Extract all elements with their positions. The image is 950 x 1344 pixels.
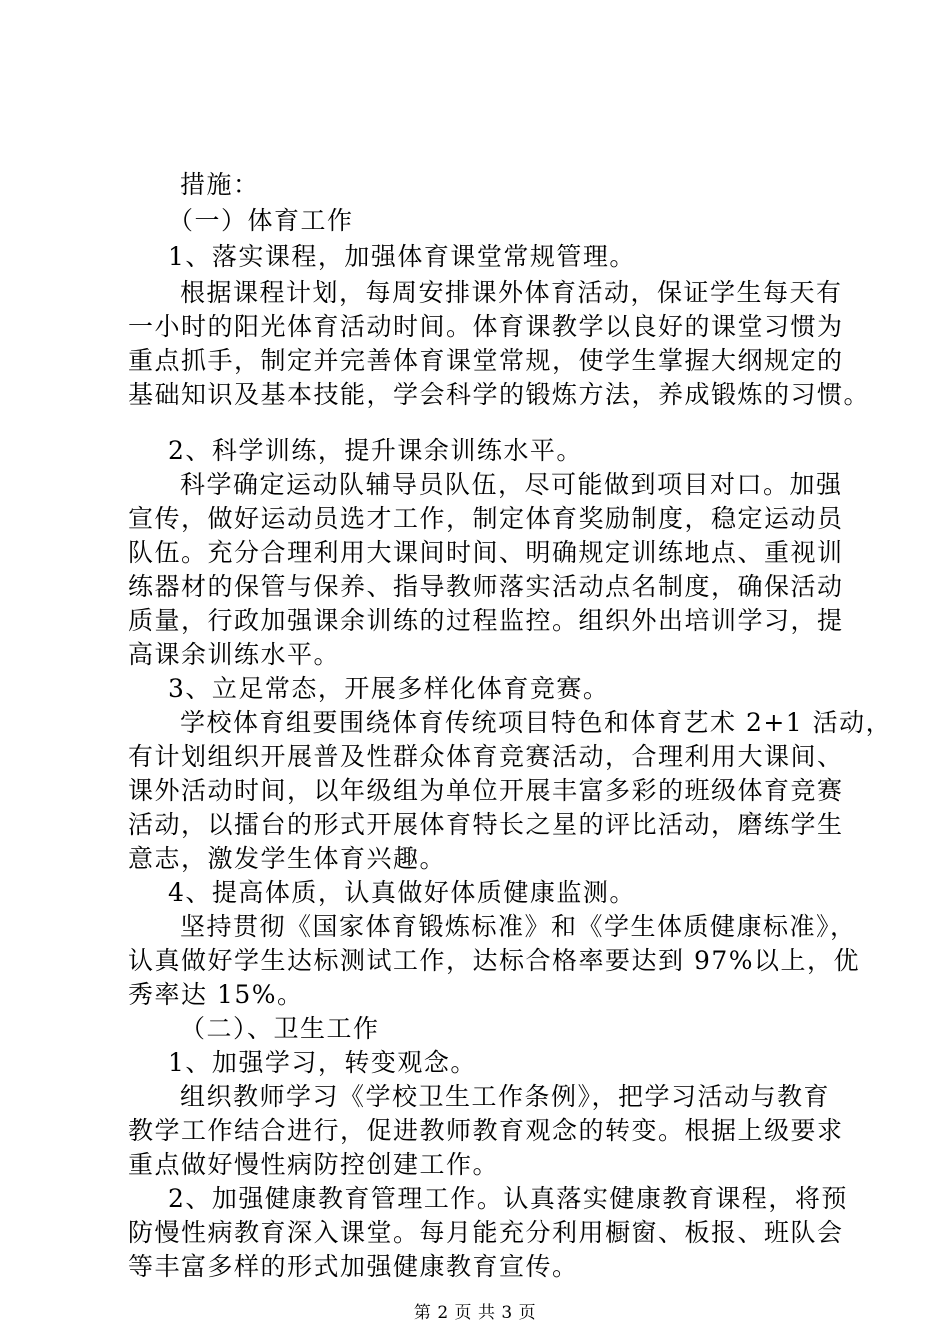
paragraph-line: 重点做好慢性病防控创建工作。	[128, 1150, 500, 1179]
paragraph-line: 队伍。充分合理利用大课间时间、明确规定训练地点、重视训	[128, 538, 844, 567]
paragraph-line: 防慢性病教育深入课堂。每月能充分利用橱窗、板报、班队会	[128, 1218, 844, 1247]
paragraph-line: 组织教师学习《学校卫生工作条例》，把学习活动与教育	[180, 1082, 831, 1111]
paragraph-line: 科学确定运动队辅导员队伍，尽可能做到项目对口。加强	[180, 470, 843, 499]
paragraph-line: 基础知识及基本技能，学会科学的锻炼方法，养成锻炼的习惯。	[128, 380, 871, 409]
paragraph-line: 认真做好学生达标测试工作，达标合格率要达到 97%以上，优	[128, 946, 861, 975]
paragraph-line: 高课余训练水平。	[128, 640, 341, 669]
paragraph-line: 意志，激发学生体育兴趣。	[128, 844, 447, 873]
paragraph-line: 秀率达 15%。	[128, 980, 304, 1009]
subsection-heading: 2、科学训练，提升课余训练水平。	[168, 436, 583, 465]
subsection-heading: 1、加强学习，转变观念。	[168, 1048, 477, 1077]
paragraph-line: 重点抓手，制定并完善体育课堂常规，使学生掌握大纲规定的	[128, 346, 844, 375]
paragraph-line: 有计划组织开展普及性群众体育竞赛活动，合理利用大课间、	[128, 742, 844, 771]
paragraph-line: 教学工作结合进行，促进教师教育观念的转变。根据上级要求	[128, 1116, 844, 1145]
paragraph-line: 质量，行政加强课余训练的过程监控。组织外出培训学习，提	[128, 606, 844, 635]
subsection-heading: 3、立足常态，开展多样化体育竞赛。	[168, 674, 610, 703]
paragraph-line: 活动，以擂台的形式开展体育特长之星的评比活动，磨练学生	[128, 810, 844, 839]
paragraph-line: 宣传，做好运动员选才工作，制定体育奖励制度，稳定运动员	[128, 504, 844, 533]
paragraph-line: 2、加强健康教育管理工作。认真落实健康教育课程，将预	[168, 1184, 848, 1213]
paragraph-line: 练器材的保管与保养、指导教师落实活动点名制度，确保活动	[128, 572, 844, 601]
paragraph-line: 一小时的阳光体育活动时间。体育课教学以良好的课堂习惯为	[128, 312, 844, 341]
paragraph-line: 根据课程计划，每周安排课外体育活动，保证学生每天有	[180, 278, 843, 307]
paragraph-line: 学校体育组要围绕体育传统项目特色和体育艺术 2+1 活动，	[180, 708, 893, 737]
section-heading: （一）体育工作	[168, 206, 354, 235]
subsection-heading: 1、落实课程，加强体育课堂常规管理。	[168, 242, 636, 271]
paragraph-line: 坚持贯彻《国家体育锻炼标准》和《学生体质健康标准》，	[180, 912, 857, 941]
section-heading: （二）、卫生工作	[180, 1014, 380, 1043]
section-label: 措施：	[180, 170, 260, 199]
subsection-heading: 4、提高体质，认真做好体质健康监测。	[168, 878, 636, 907]
paragraph-line: 课外活动时间，以年级组为单位开展丰富多彩的班级体育竞赛	[128, 776, 844, 805]
page-footer: 第 2 页 共 3 页	[413, 1303, 537, 1323]
paragraph-line: 等丰富多样的形式加强健康教育宣传。	[128, 1252, 579, 1281]
